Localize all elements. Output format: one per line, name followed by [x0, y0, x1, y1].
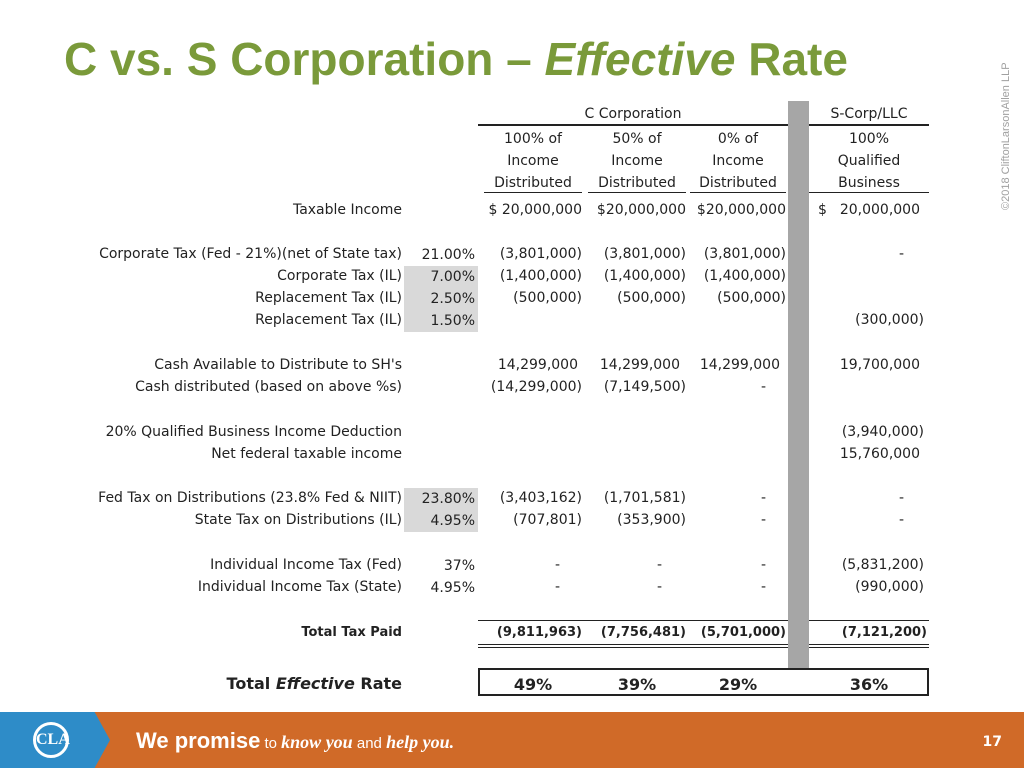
- effective-label-em: Effective: [275, 674, 355, 693]
- row-label: Replacement Tax (IL): [255, 312, 402, 328]
- cell-s: (990,000): [855, 579, 924, 595]
- row-label: Individual Income Tax (Fed): [210, 557, 402, 573]
- cell-s: 20,000,000: [839, 202, 920, 218]
- cell-s: -: [898, 490, 904, 506]
- cell-c1: -: [554, 557, 560, 573]
- cell-s: (5,831,200): [841, 557, 924, 573]
- cell-c1: (9,811,963): [496, 625, 582, 640]
- tagline-to: to: [260, 735, 282, 752]
- cell-s: (3,940,000): [841, 424, 924, 440]
- header-rule-s: [809, 124, 929, 126]
- cell-c2: (7,149,500): [603, 379, 686, 395]
- cla-logo-icon: CLA: [33, 722, 69, 758]
- col-rule: [809, 192, 929, 193]
- cell-c1: (500,000): [513, 290, 582, 306]
- cell-c1: -: [554, 579, 560, 595]
- col-header-line: 100% of: [504, 131, 562, 147]
- col-header-line: Distributed: [598, 175, 676, 191]
- row-pct: 37%: [443, 558, 475, 574]
- cell-c2: (7,756,481): [600, 625, 686, 640]
- cell-s: -: [898, 246, 904, 262]
- col-header-line: 0% of: [717, 131, 759, 147]
- col-header-0: [690, 128, 786, 194]
- col-header-line: 50% of: [612, 131, 662, 147]
- group-header-c-corp: C Corporation: [584, 106, 682, 122]
- col-rule: [690, 192, 786, 193]
- row-pct: 4.95%: [430, 580, 475, 596]
- row-label: State Tax on Distributions (IL): [194, 512, 402, 528]
- effective-label-post: Rate: [354, 674, 402, 693]
- row-label: Taxable Income: [292, 202, 402, 218]
- total-top-rule: [478, 620, 788, 621]
- row-pct: 2.50%: [404, 288, 478, 310]
- total-top-rule: [809, 620, 929, 621]
- cell-c1: (3,801,000): [499, 246, 582, 262]
- total-double-rule: [478, 644, 788, 645]
- column-divider: [788, 101, 809, 669]
- cell-c3: -: [760, 512, 766, 528]
- row-label-total: Total Tax Paid: [301, 625, 402, 640]
- effective-rate-c3: 29%: [718, 675, 758, 694]
- cell-s: (300,000): [855, 312, 924, 328]
- cell-c2: (1,400,000): [603, 268, 686, 284]
- row-label: Fed Tax on Distributions (23.8% Fed & NIIT): [98, 490, 402, 506]
- row-label: Individual Income Tax (State): [197, 579, 402, 595]
- cell-s: 19,700,000: [839, 357, 920, 373]
- cell-c2: (1,701,581): [603, 490, 686, 506]
- row-label: Cash distributed (based on above %s): [135, 379, 402, 395]
- col-header-line: 100%: [848, 131, 890, 147]
- col-header-s: [809, 128, 929, 194]
- footer-tagline: [136, 728, 454, 754]
- row-pct: 4.95%: [404, 510, 478, 532]
- cell-s: (7,121,200): [841, 625, 927, 640]
- row-pct: 23.80%: [404, 488, 478, 510]
- cell-c1: (1,400,000): [499, 268, 582, 284]
- cell-c2: (500,000): [617, 290, 686, 306]
- row-pct: 7.00%: [404, 266, 478, 288]
- row-label: Net federal taxable income: [211, 446, 402, 462]
- cell-c3: (3,801,000): [703, 246, 786, 262]
- cell-c2: -: [656, 557, 662, 573]
- total-double-rule: [809, 647, 929, 648]
- row-label: Corporate Tax (Fed - 21%)(net of State tax): [99, 246, 402, 262]
- col-rule: [588, 192, 686, 193]
- row-label: 20% Qualified Business Income Deduction: [105, 424, 402, 440]
- col-header-50: [588, 128, 686, 194]
- col-header-line: Income: [507, 153, 559, 169]
- cell-c1: (707,801): [513, 512, 582, 528]
- tagline-bold: We promise: [136, 728, 261, 753]
- cell-c2: (3,801,000): [603, 246, 686, 262]
- cell-c3: (1,400,000): [703, 268, 786, 284]
- row-pct: 1.50%: [404, 310, 478, 332]
- total-double-rule: [478, 647, 788, 648]
- cell-c2: $20,000,000: [596, 202, 686, 218]
- effective-rate-c2: 39%: [617, 675, 657, 694]
- title-main: C vs. S Corporation –: [64, 33, 545, 85]
- cell-c3: -: [760, 557, 766, 573]
- effective-rate-label: [227, 674, 402, 693]
- header-rule-c: [478, 124, 788, 126]
- tagline-and: and: [352, 735, 387, 752]
- col-header-100: [484, 128, 582, 194]
- cell-c1: $ 20,000,000: [488, 202, 582, 218]
- cell-s-dollar: $: [818, 202, 827, 218]
- cell-s: 15,760,000: [839, 446, 920, 462]
- col-header-line: Distributed: [699, 175, 777, 191]
- title-end: Rate: [735, 33, 848, 85]
- page-number: 17: [982, 734, 1002, 750]
- cell-c2: -: [656, 579, 662, 595]
- cell-s: -: [898, 512, 904, 528]
- effective-label-pre: Total: [226, 674, 276, 693]
- cell-c3: -: [760, 379, 766, 395]
- cell-c2: 14,299,000: [599, 357, 680, 373]
- cell-c1: 14,299,000: [497, 357, 578, 373]
- cell-c2: (353,900): [617, 512, 686, 528]
- row-label: Replacement Tax (IL): [255, 290, 402, 306]
- cell-c3: $20,000,000: [696, 202, 786, 218]
- slide-title: [64, 32, 848, 86]
- col-header-line: Income: [611, 153, 663, 169]
- col-header-line: Distributed: [494, 175, 572, 191]
- tagline-help: help you.: [386, 732, 455, 752]
- col-header-line: Income: [712, 153, 764, 169]
- row-label: Corporate Tax (IL): [277, 268, 402, 284]
- copyright-text: ©2018 CliftonLarsonAllen LLP: [1000, 62, 1012, 210]
- row-pct: 21.00%: [421, 247, 475, 263]
- col-rule: [484, 192, 582, 193]
- title-em: Effective: [544, 33, 736, 85]
- row-label: Cash Available to Distribute to SH's: [154, 357, 402, 373]
- cell-c3: -: [760, 579, 766, 595]
- effective-rate-c1: 49%: [513, 675, 553, 694]
- col-header-line: Business: [838, 175, 900, 191]
- effective-rate-s: 36%: [849, 675, 889, 694]
- group-header-s-corp: S-Corp/LLC: [830, 106, 908, 122]
- cell-c1: (3,403,162): [499, 490, 582, 506]
- tagline-know: know you: [281, 732, 353, 752]
- cell-c1: (14,299,000): [490, 379, 582, 395]
- cell-c3: 14,299,000: [699, 357, 780, 373]
- cell-c3: -: [760, 490, 766, 506]
- total-double-rule: [809, 644, 929, 645]
- col-header-line: Qualified: [837, 153, 901, 169]
- cell-c3: (500,000): [717, 290, 786, 306]
- cell-c3: (5,701,000): [700, 625, 786, 640]
